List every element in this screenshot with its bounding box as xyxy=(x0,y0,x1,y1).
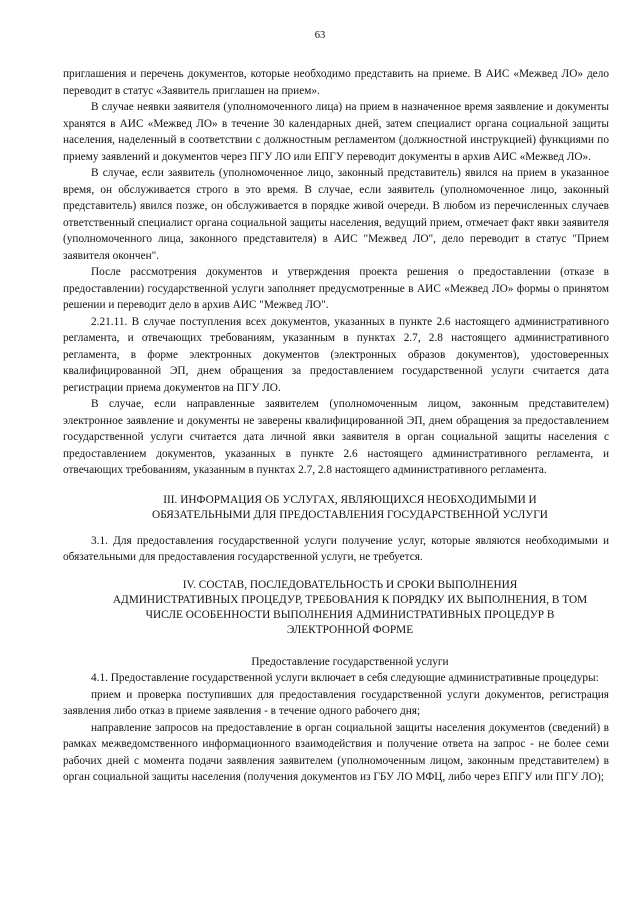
paragraph: направление запросов на предоставление в орган социальной защиты населения документов (сведений) в рамках межведомственного информационного взаимодействия и получение ответа на запрос - не более семи рабочих дней с момента подачи заявления заявителем (уполномоченным лицом, законным представителем) в орган социальной защиты населения (получения документов из ГБУ ЛО МФЦ, либо через ЕПГУ или ПГУ ЛО); xyxy=(63,721,609,783)
section-heading-line: ЭЛЕКТРОННОЙ ФОРМЕ xyxy=(286,623,414,636)
subsection-heading: Предоставление государственной услуги xyxy=(251,655,449,668)
paragraph: После рассмотрения документов и утверждения проекта решения о предоставлении (отказе в предоставлении) государственной услуги заполняет предусмотренные в АИС «Межвед ЛО» формы о принятом решении и переводит дело в архив АИС "Межвед ЛО". xyxy=(63,266,609,311)
paragraph: 3.1. Для предоставления государственной услуги получение услуг, которые являются необходимыми и обязательными для предоставления государственной услуги, не требуется. xyxy=(63,534,609,563)
page-number: 63 xyxy=(314,30,326,41)
document-body xyxy=(63,66,609,786)
paragraph: прием и проверка поступивших для предоставления государственной услуги документов, регистрация заявления либо отказ в приеме заявления - в течение одного рабочего дня; xyxy=(63,688,609,717)
section-heading-line: III. ИНФОРМАЦИЯ ОБ УСЛУГАХ, ЯВЛЯЮЩИХСЯ НЕОБХОДИМЫМИ И xyxy=(163,493,537,506)
paragraph: В случае, если заявитель (уполномоченное лицо, законный представитель) явился на прием в указанное время, он обслуживается строго в это время. В случае, если заявитель (уполномоченное лицо, законный представитель) явился позже, он обслуживается в порядке живой очереди. В любом из перечисленных случаев ответственный специалист органа социальной защиты населения, ведущий прием, отмечает факт явки заявителя (уполномоченного лица, законного представителя) в АИС "Межвед ЛО", дело переводит в статус "Прием заявителя окончен". xyxy=(63,167,609,262)
section-heading-line: ОБЯЗАТЕЛЬНЫМИ ДЛЯ ПРЕДОСТАВЛЕНИЯ ГОСУДАРСТВЕННОЙ УСЛУГИ xyxy=(152,508,548,521)
paragraph: 2.21.11. В случае поступления всех документов, указанных в пункте 2.6 настоящего административного регламента, и отвечающих требованиям, указанным в пунктах 2.7, 2.8 настоящего административного регламента, в форме электронных документов (электронных образов документов), удостоверенных квалифицированной ЭП, днем обращения за предоставлением государственной услуги считается дата регистрации приема документов на ПГУ ЛО. xyxy=(63,315,609,394)
paragraph: приглашения и перечень документов, которые необходимо представить на приеме. В АИС «Межвед ЛО» дело переводит в статус «Заявитель приглашен на прием». xyxy=(63,68,609,97)
paragraph: В случае, если направленные заявителем (уполномоченным лицом, законным представителем) электронное заявление и документы не заверены квалифицированной ЭП, днем обращения за предоставлением государственной услуги считается дата личной явки заявителя в орган социальной защиты населения с предоставлением документов, указанных в пункте 2.6 настоящего административного регламента, и отвечающих требованиям, указанным в пунктах 2.7, 2.8 настоящего административного регламента. xyxy=(63,398,609,476)
paragraph: В случае неявки заявителя (уполномоченного лица) на прием в назначенное время заявление и документы хранятся в АИС «Межвед ЛО» в течение 30 календарных дней, затем специалист органа социальной защиты населения, наделенный в соответствии с должностным регламентом (должностной инструкцией) функциями по приему заявлений и документов через ПГУ ЛО или ЕПГУ переводит документы в архив АИС «Межвед ЛО». xyxy=(63,101,609,163)
section-heading-line: IV. СОСТАВ, ПОСЛЕДОВАТЕЛЬНОСТЬ И СРОКИ ВЫПОЛНЕНИЯ xyxy=(182,578,518,591)
section-heading-line: ЧИСЛЕ ОСОБЕННОСТИ ВЫПОЛНЕНИЯ АДМИНИСТРАТИВНЫХ ПРОЦЕДУР В xyxy=(145,608,555,621)
section-heading-line: АДМИНИСТРАТИВНЫХ ПРОЦЕДУР, ТРЕБОВАНИЯ К ПОРЯДКУ ИХ ВЫПОЛНЕНИЯ, В ТОМ xyxy=(112,593,588,606)
section-3-heading xyxy=(63,493,609,523)
section-4-heading xyxy=(63,578,609,638)
paragraph: 4.1. Предоставление государственной услуги включает в себя следующие административные процедуры: xyxy=(91,672,599,684)
